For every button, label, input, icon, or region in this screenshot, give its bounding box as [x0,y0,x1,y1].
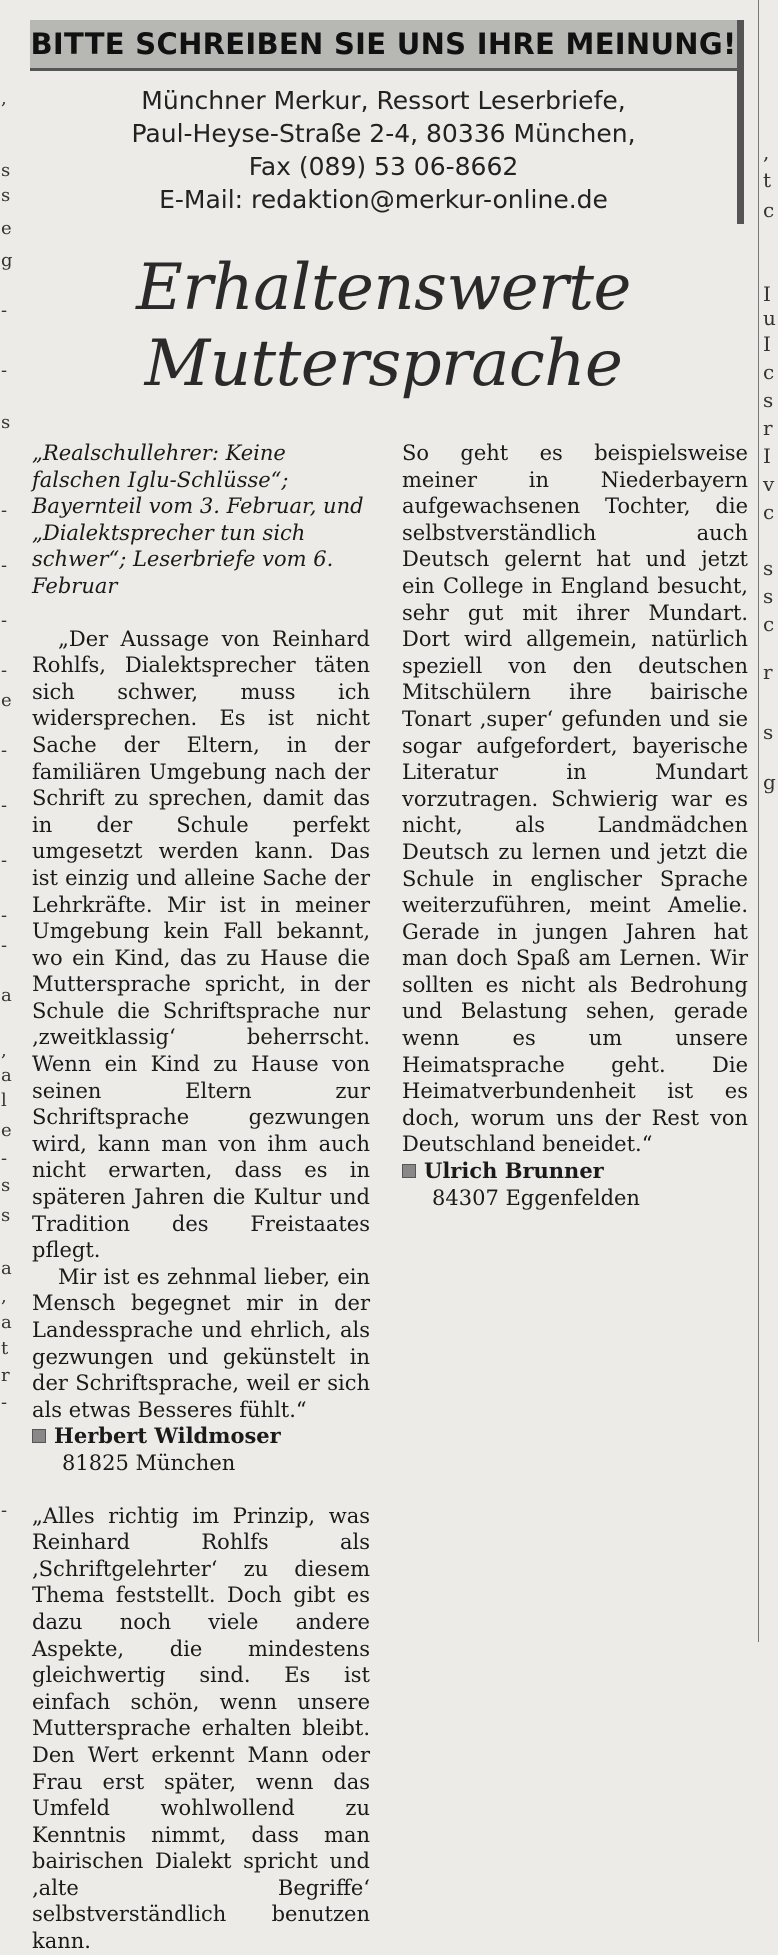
edge-char: I [763,444,771,468]
edge-char: - [1,1148,8,1169]
edge-char: - [1,1392,8,1413]
edge-char: a [1,1312,12,1333]
square-bullet-icon [32,1429,46,1443]
adjacent-column-right-edge [758,0,778,1642]
edge-char: g [763,770,776,794]
edge-char: t [763,168,772,192]
edge-char: s [1,185,11,206]
edge-char: - [1,500,8,521]
edge-char: s [1,1205,11,1226]
headline-line: Erhaltenswerte [136,251,631,325]
banner-side-rule [737,68,744,224]
article-headline [30,250,737,402]
author-city: 81825 München [62,1450,236,1475]
edge-char: - [1,740,8,761]
edge-char: l [1,1090,7,1111]
edge-char: - [1,795,8,816]
headline-line: Muttersprache [144,327,623,401]
editorial-address [30,84,737,216]
banner-text: BITTE SCHREIBEN SIE UNS IHRE MEINUNG! [30,27,737,61]
edge-char: - [1,905,8,926]
square-bullet-icon [402,1164,416,1178]
edge-char: v [763,472,775,496]
address-line: Paul-Heyse-Straße 2-4, 80336 München, [131,119,636,148]
edge-char: I [763,282,771,306]
email-line: E-Mail: redaktion@merkur-online.de [159,185,608,214]
article-reference: „Realschullehrer: Keine falschen Iglu-Schlüsse“; Bayernteil vom 3. Februar, und „Dialektsprecher tun sich schwer“; Leserbriefe vom 6. Februar [32,441,364,598]
letter2-paragraph: „Alles richtig im Prinzip, was Reinhard Rohlfs als ‚Schriftgelehrter‘ zu diesem Thema feststellt. Doch gibt es dazu noch viele andere Aspekte, die mindestens gleichwertig sind. Es ist einfach schön, wenn unsere Muttersprache erhalten bleibt. Den Wert erkennt Mann oder Frau erst später, wenn das Umfeld wohlwollend zu Kenntnis nimmt, dass man bairischen Dialekt spricht und ‚alte Begriffe‘ selbstverständlich benutzen kann. [32,1503,370,1954]
edge-char: c [763,500,775,524]
edge-char: c [763,198,775,222]
edge-char: r [1,1365,10,1386]
edge-char: s [1,160,11,181]
edge-char: - [1,1500,8,1521]
letter1-paragraph: Mir ist es zehnmal lieber, ein Mensch begegnet mir in der Landessprache und ehrlich, als gezwungen und gekünstelt in der Schriftsprache, weil er sich als etwas Besseres fühlt.“ [32,1264,370,1422]
edge-char: s [763,556,774,580]
edge-char: e [1,1120,12,1141]
edge-char: e [1,690,12,711]
edge-char: t [1,1338,9,1359]
edge-char: - [1,360,8,381]
column-right [402,440,748,1211]
edge-char: I [763,332,771,356]
edge-char: e [1,218,12,239]
edge-char: - [1,660,8,681]
edge-char: r [763,416,773,440]
edge-char: , [1,1040,7,1061]
column-left [32,440,370,1955]
edge-char: a [1,985,12,1006]
edge-char: a [1,1258,12,1279]
edge-char: g [1,250,13,271]
edge-char: u [763,306,776,330]
letter1-signature [32,1423,370,1450]
edge-char: - [1,935,8,956]
edge-char: s [763,388,774,412]
author-name: Herbert Wildmoser [54,1423,281,1449]
edge-char: - [1,850,8,871]
edge-char: c [763,612,775,636]
edge-char: r [763,660,773,684]
fax-line: Fax (089) 53 06-8662 [248,152,519,181]
edge-char: s [1,412,11,433]
edge-char: s [763,720,774,744]
call-to-action-banner [30,20,744,71]
address-line: Münchner Merkur, Ressort Leserbriefe, [141,86,626,115]
letter2-paragraph: So geht es beispielsweise meiner in Niederbayern aufgewachsenen Tochter, die selbstverständlich auch Deutsch gelernt hat und jetzt ein College in England besucht, sehr gut mit ihrer Mundart. Dort wird allgemein, natürlich speziell von den deutschen Mitschülern ihre bairische Tonart ‚super‘ gefunden und sie sogar aufgefordert, bayerische Literatur in Mundart vorzutragen. Schwierig war es nicht, als Landmädchen Deutsch zu lernen und jetzt die Schule in englischer Sprache weiterzuführen, meint Amelie. Gerade in jungen Jahren hat man doch Spaß am Lernen. Wir sollten es nicht als Bedrohung und Belastung sehen, gerade wenn es um unsere Heimatsprache geht. Die Heimatverbundenheit ist es doch, worum uns der Rest von Deutschland beneidet.“ [402,441,748,1157]
adjacent-column-left-edge [0,0,13,1642]
author-city: 84307 Eggenfelden [432,1185,640,1210]
edge-char: c [763,360,775,384]
edge-char: - [1,555,8,576]
author-name: Ulrich Brunner [424,1158,604,1184]
edge-char: s [763,584,774,608]
letter1-paragraph: „Der Aussage von Reinhard Rohlfs, Dialektsprecher täten sich schwer, muss ich widersprechen. Es ist nicht Sache der Eltern, in der familiären Umgebung nach der Schrift zu sprechen, damit das in der Schule perfekt umgesetzt werden kann. Das ist einzig und alleine Sache der Lehrkräfte. Mir ist in meiner Umgebung kein Fall bekannt, wo ein Kind, das zu Hause die Muttersprache spricht, in der Schule die Schriftsprache nur ‚zweitklassig‘ beherrscht. Wenn ein Kind zu Hause von seinen Eltern zur Schriftsprache gezwungen wird, kann man von ihm auch nicht erwarten, dass es in späteren Jahren die Kultur und Tradition des Freistaates pflegt. [32,626,370,1263]
edge-char: - [1,300,8,321]
edge-char: , [763,140,770,164]
edge-char: - [1,610,8,631]
edge-char: s [1,1175,11,1196]
edge-char: a [1,1065,12,1086]
edge-char: , [1,1286,7,1307]
edge-char: , [1,88,7,109]
letter2-signature [402,1158,748,1185]
